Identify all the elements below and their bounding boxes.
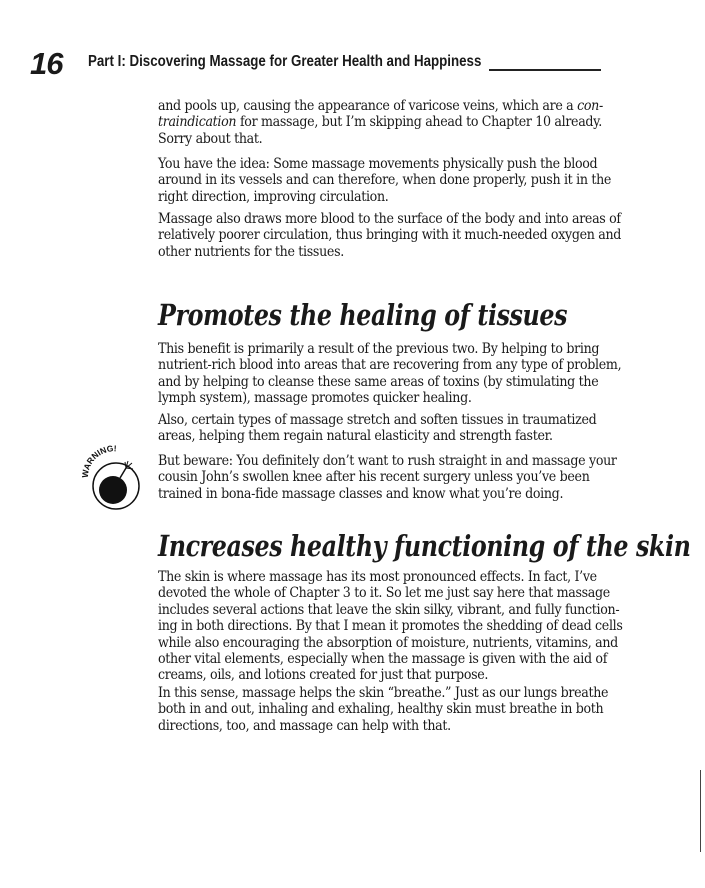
paragraph-2 (158, 156, 611, 205)
text-line: The skin is where massage has its most pronounced effects. In fact, I’ve (158, 569, 597, 585)
italic-text: con- (577, 98, 603, 114)
paragraph-4 (158, 341, 621, 407)
text-line: and by helping to cleanse these same areas of toxins (by stimulating the (158, 373, 599, 390)
text-line: creams, oils, and lotions created for just that purpose. (158, 667, 489, 684)
text-line: trained in bona-fide massage classes and know what you’re doing. (158, 485, 564, 502)
warning-label: WARNING! (80, 444, 117, 479)
text-line: But beware: You definitely don’t want to rush straight in and massage your (158, 453, 617, 469)
text-line: both in and out, inhaling and exhaling, healthy skin must breathe in both (158, 701, 604, 718)
page-number: 16 (30, 46, 63, 81)
section-heading-healing: Promotes the healing of tissues (158, 298, 568, 332)
text-line: includes several actions that leave the skin silky, vibrant, and fully function- (158, 601, 620, 618)
text-line: nutrient-rich blood into areas that are recovering from any type of problem, (158, 357, 622, 374)
text-line: relatively poorer circulation, thus bringing with it much-needed oxygen and (158, 227, 622, 244)
paragraph-5 (158, 412, 596, 445)
text-line: Also, certain types of massage stretch and soften tissues in traumatized (158, 412, 597, 428)
text-line: cousin John’s swollen knee after his recent surgery unless you’ve been (158, 469, 590, 486)
text-line: areas, helping them regain natural elasticity and strength faster. (158, 428, 553, 445)
margin-mark (700, 770, 701, 852)
section-heading-skin: Increases healthy functioning of the skin (158, 529, 691, 563)
text-line: In this sense, massage helps the skin “breathe.” Just as our lungs breathe (158, 685, 609, 701)
text-line: You have the idea: Some massage movements physically push the blood (158, 156, 598, 172)
paragraph-6-warning (158, 453, 617, 502)
text-line: while also encouraging the absorption of moisture, nutrients, vitamins, and (158, 634, 618, 651)
paragraph-8 (158, 685, 608, 734)
text: for massage, but I’m skipping ahead to Chapter 10 already. (236, 114, 603, 131)
text-line: Massage also draws more blood to the surface of the body and into areas of (158, 211, 621, 227)
paragraph-1 (158, 98, 603, 147)
paragraph-3 (158, 211, 621, 260)
italic-text: traindication (158, 114, 237, 131)
text-line: This benefit is primarily a result of the previous two. By helping to bring (158, 341, 600, 357)
warning-bomb-icon (80, 444, 150, 514)
text-line: other nutrients for the tissues. (158, 243, 344, 260)
text-line: other vital elements, especially when the massage is given with the aid of (158, 650, 608, 667)
text-line: directions, too, and massage can help with that. (158, 717, 451, 734)
paragraph-7 (158, 569, 623, 684)
text-line: Sorry about that. (158, 130, 263, 147)
text-line: devoted the whole of Chapter 3 to it. So let me just say here that massage (158, 585, 610, 602)
text-line: ing in both directions. By that I mean it promotes the shedding of dead cells (158, 618, 623, 635)
text: and pools up, causing the appearance of varicose veins, which are a (158, 98, 578, 114)
svg-text:WARNING! (80, 444, 117, 478)
running-header: Part I: Discovering Massage for Greater Health and Happiness (88, 53, 482, 70)
text-line: lymph system), massage promotes quicker healing. (158, 390, 472, 407)
header-rule (489, 69, 601, 71)
text-line: right direction, improving circulation. (158, 188, 389, 205)
text-line: around in its vessels and can therefore, when done properly, push it in the (158, 172, 612, 189)
